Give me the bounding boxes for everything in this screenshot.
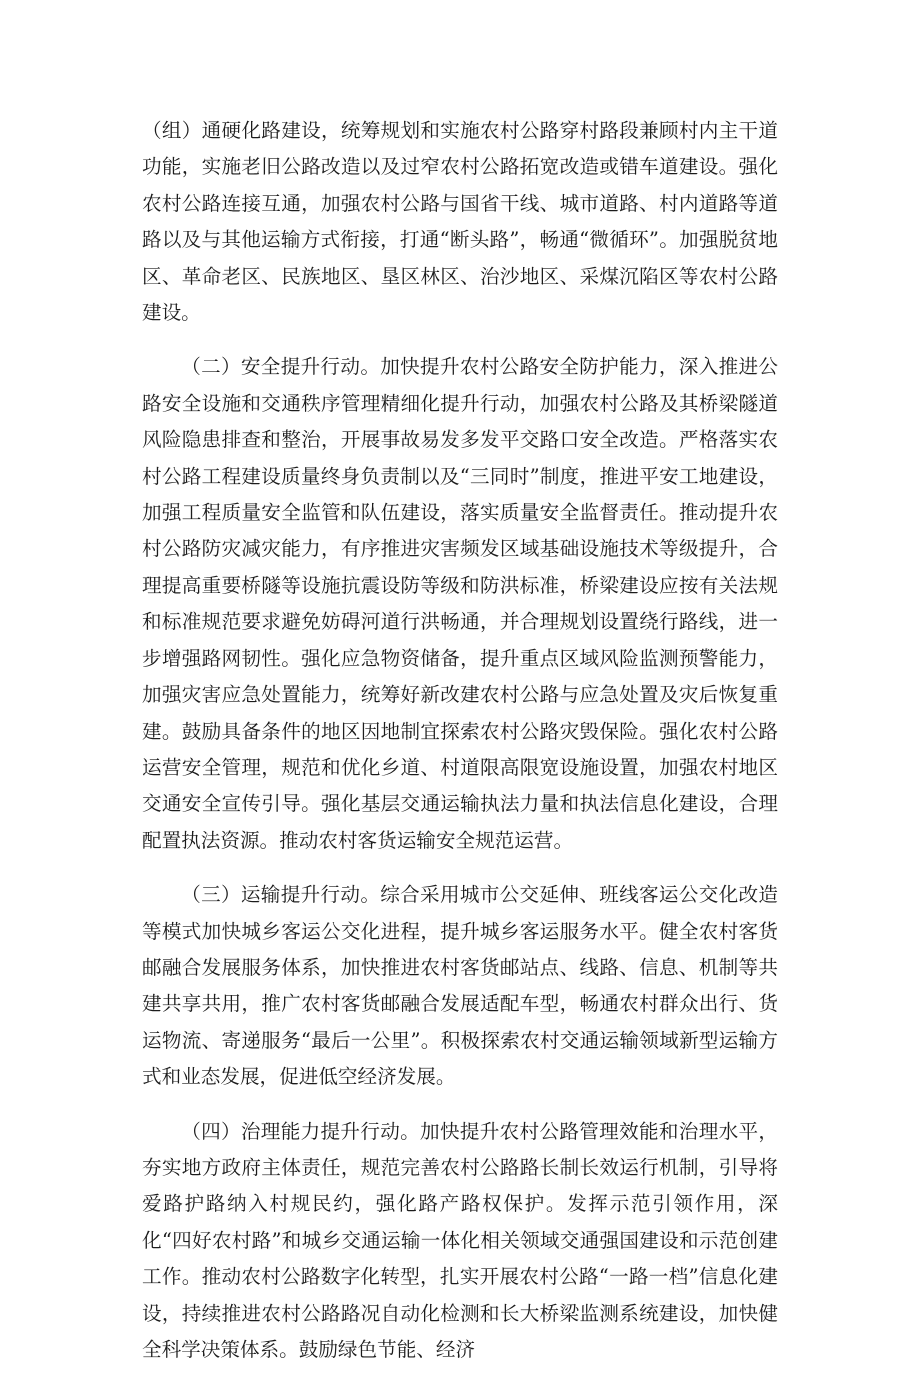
paragraph-continuation: （组）通硬化路建设，统筹规划和实施农村公路穿村路段兼顾村内主干道功能，实施老旧公路改造以及过窄农村公路拓宽改造或错车道建设。强化农村公路连接互通，加强农村公路与国省干线、城市道路、村内道路等道路以及与其他运输方式衔接，打通“断头路”，畅通“微循环”。加强脱贫地区、革命老区、民族地区、垦区林区、治沙地区、采煤沉陷区等农村公路建设。 xyxy=(142,119,778,325)
paragraph-transport-upgrade: （三）运输提升行动。综合采用城市公交延伸、班线客运公交化改造等模式加快城乡客运公交化进程，提升城乡客运服务水平。健全农村客货邮融合发展服务体系，加快推进农村客货邮站点、线路、信息、机制等共建共享共用，推广农村客货邮融合发展适配车型，畅通农村群众出行、货运物流、寄递服务“最后一公里”。积极探索农村交通运输领域新型运输方式和业态发展，促进低空经济发展。 xyxy=(142,883,778,1089)
paragraph-governance-upgrade: （四）治理能力提升行动。加快提升农村公路管理效能和治理水平，夯实地方政府主体责任，规范完善农村公路路长制长效运行机制，引导将爱路护路纳入村规民约，强化路产路权保护。发挥示范引领作用，深化“四好农村路”和城乡交通运输一体化相关领域交通强国建设和示范创建工作。推动农村公路数字化转型，扎实开展农村公路“一路一档”信息化建设，持续推进农村公路路况自动化检测和长大桥梁监测系统建设，加快健全科学决策体系。鼓励绿色节能、经济 xyxy=(142,1119,778,1361)
document-page xyxy=(142,113,778,1386)
paragraph-safety-upgrade: （二）安全提升行动。加快提升农村公路安全防护能力，深入推进公路安全设施和交通秩序管理精细化提升行动，加强农村公路及其桥梁隧道风险隐患排查和整治，开展事故易发多发平交路口安全改造。严格落实农村公路工程建设质量终身负责制以及“三同时”制度，推进平安工地建设，加强工程质量安全监管和队伍建设，落实质量安全监督责任。推动提升农村公路防灾减灾能力，有序推进灾害频发区域基础设施技术等级提升，合理提高重要桥隧等设施抗震设防等级和防洪标准，桥梁建设应按有关法规和标准规范要求避免妨碍河道行洪畅通，并合理规划设置绕行路线，进一步增强路网韧性。强化应急物资储备，提升重点区域风险监测预警能力，加强灾害应急处置能力，统筹好新改建农村公路与应急处置及灾后恢复重建。鼓励具备条件的地区因地制宜探索农村公路灾毁保险。强化农村公路运营安全管理，规范和优化乡道、村道限高限宽设施设置，加强农村地区交通安全宣传引导。强化基层交通运输执法力量和执法信息化建设，合理配置执法资源。推动农村客货运输安全规范运营。 xyxy=(142,355,778,852)
